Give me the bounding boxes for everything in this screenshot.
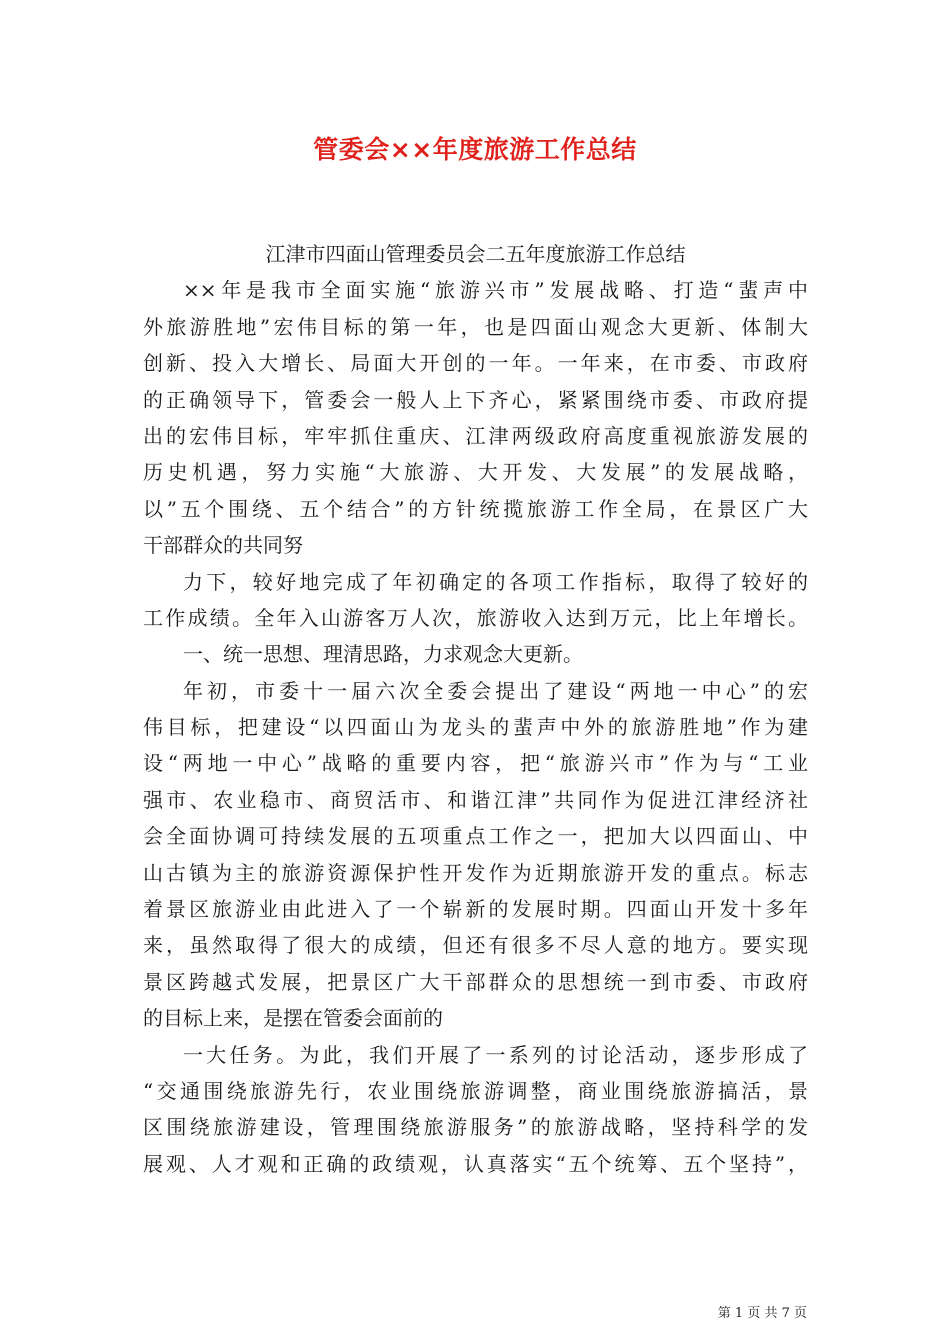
text-line: 区围绕旅游建设，管理围绕旅游服务”的旅游战略，坚持科学的发 xyxy=(143,1115,808,1140)
text-line: 历史机遇，努力实施“大旅游、大开发、大发展”的发展战略， xyxy=(143,460,808,485)
text-line: 设“两地一中心”战略的重要内容，把“旅游兴市”作为与“工业 xyxy=(143,751,808,776)
text-line: 强市、农业稳市、商贸活市、和谐江津”共同作为促进江津经济社 xyxy=(143,787,808,812)
text-line: 一、统一思想、理清思路，力求观念大更新。 xyxy=(183,642,583,667)
text-line: 干部群众的共同努 xyxy=(143,533,303,558)
text-line: 年初，市委十一届六次全委会提出了建设“两地一中心”的宏 xyxy=(183,678,808,703)
text-line: 力下，较好地完成了年初确定的各项工作指标，取得了较好的 xyxy=(183,569,808,594)
text-line: 着景区旅游业由此进入了一个崭新的发展时期。四面山开发十多年 xyxy=(143,897,808,922)
text-line: 景区跨越式发展，把景区广大干部群众的思想统一到市委、市政府 xyxy=(143,969,808,994)
text-line: 来，虽然取得了很大的成绩，但还有很多不尽人意的地方。要实现 xyxy=(143,933,808,958)
text-line: 的正确领导下，管委会一般人上下齐心，紧紧围绕市委、市政府提 xyxy=(143,387,808,412)
text-line: “交通围绕旅游先行，农业围绕旅游调整，商业围绕旅游搞活，景 xyxy=(143,1078,808,1103)
text-line: 外旅游胜地”宏伟目标的第一年，也是四面山观念大更新、体制大 xyxy=(143,314,808,339)
document-body xyxy=(143,236,808,1182)
text-line: 的目标上来，是摆在管委会面前的 xyxy=(143,1006,443,1031)
text-line: 工作成绩。全年入山游客万人次，旅游收入达到万元，比上年增长。 xyxy=(143,605,808,630)
document-title: 管委会××年度旅游工作总结 xyxy=(313,135,637,164)
page-footer: 第 1 页 共 7 页 xyxy=(717,1306,807,1321)
text-line: ××年是我市全面实施“旅游兴市”发展战略、打造“蜚声中 xyxy=(183,278,808,303)
text-line: 江津市四面山管理委员会二五年度旅游工作总结 xyxy=(265,242,686,266)
text-line: 创新、投入大增长、局面大开创的一年。一年来，在市委、市政府 xyxy=(143,351,808,376)
text-line: 山古镇为主的旅游资源保护性开发作为近期旅游开发的重点。标志 xyxy=(143,860,808,885)
text-line: 会全面协调可持续发展的五项重点工作之一，把加大以四面山、中 xyxy=(143,824,808,849)
text-line: 一大任务。为此，我们开展了一系列的讨论活动，逐步形成了 xyxy=(183,1042,808,1067)
text-line: 以”五个围绕、五个结合”的方针统揽旅游工作全局，在景区广大 xyxy=(143,496,808,521)
text-line: 出的宏伟目标，牢牢抓住重庆、江津两级政府高度重视旅游发展的 xyxy=(143,423,808,448)
text-line: 伟目标，把建设“以四面山为龙头的蜚声中外的旅游胜地”作为建 xyxy=(143,715,808,740)
text-line: 展观、人才观和正确的政绩观，认真落实“五个统筹、五个坚持”， xyxy=(143,1151,808,1176)
